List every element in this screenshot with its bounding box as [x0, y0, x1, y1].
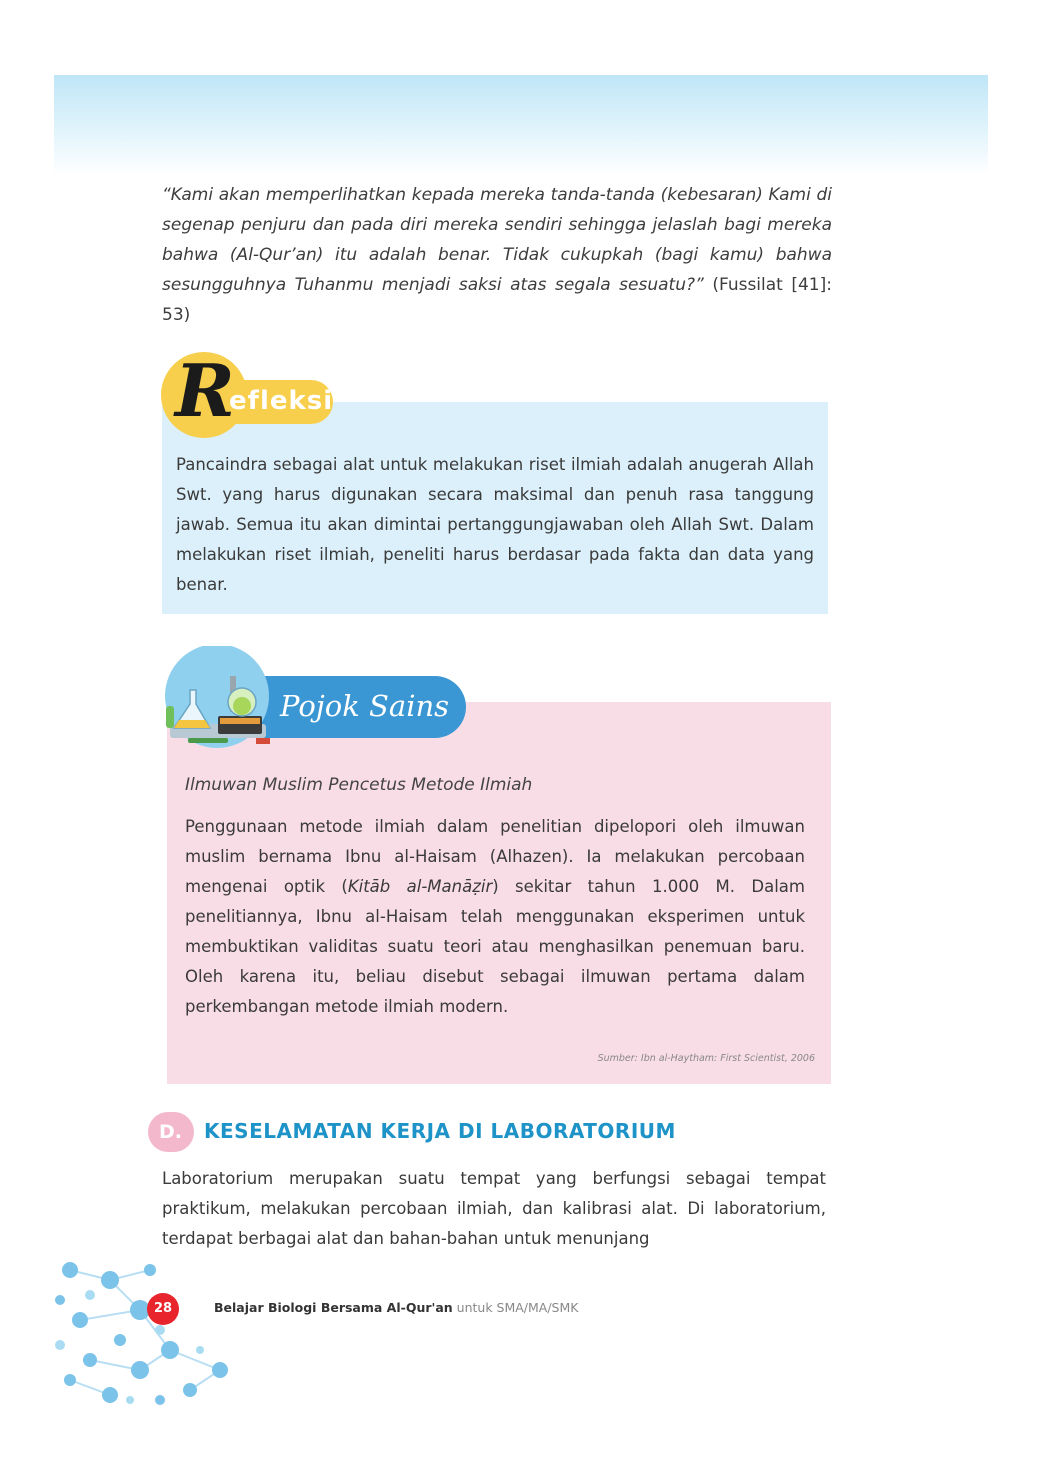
header-gradient-band — [54, 75, 988, 175]
pojok-sains-text: Penggunaan metode ilmiah dalam penelitian dipelopori oleh ilmuwan muslim bernama Ibnu al-Haisam (Alhazen). Ia melakukan percobaan mengenai optik (Kitāb al-Manāẓir) sekitar tahun 1.000 M. Dalam penelitiannya, Ibnu al-Haisam telah menggunakan eksperimen untuk membuktikan validitas suatu teori atau menghasilkan penemuan baru. Oleh karena itu, beliau disebut sebagai ilmuwan pertama dalam perkembangan metode ilmiah modern. — [185, 817, 805, 1016]
pojok-sains-subtitle: Ilmuwan Muslim Pencetus Metode Ilmiah — [185, 775, 533, 795]
quote-reference: (Fussilat [41]: 53) — [162, 275, 832, 325]
page-number-badge: 28 — [147, 1293, 179, 1325]
section-title: KESELAMATAN KERJA DI LABORATORIUM — [204, 1119, 676, 1143]
pojok-sains-source: Sumber: Ibn al-Haytham: First Scientist, 2006 — [597, 1053, 815, 1064]
refleksi-label: efleksi — [229, 386, 334, 416]
footer-book-title: Belajar Biologi Bersama Al-Qur'an untuk SMA/MA/SMK — [214, 1300, 579, 1315]
lab-glassware-icon — [160, 646, 274, 754]
refleksi-badge — [161, 348, 334, 438]
quote-text: “Kami akan memperlihatkan kepada mereka tanda-tanda (kebesaran) Kami di segenap penjuru dan pada diri mereka sendiri sehingga jelaslah bagi mereka bahwa (Al-Qur’an) itu adalah benar. Tidak cukupkah (bagi kamu) bahwa sesungguhnya Tuhanmu menjadi saksi atas segala sesuatu?” — [162, 185, 832, 295]
section-body-text: Laboratorium merupakan suatu tempat yang berfungsi sebagai tempat praktikum, melakukan percobaan ilmiah, dan kalibrasi alat. Di laboratorium, terdapat berbagai alat dan bahan-bahan untuk menunjang — [162, 1169, 826, 1248]
pojok-sains-title: Pojok Sains — [280, 689, 450, 723]
quran-quote — [162, 180, 832, 330]
refleksi-text: Pancaindra sebagai alat untuk melakukan riset ilmiah adalah anugerah Allah Swt. yang harus digunakan secara maksimal dan penuh rasa tanggung jawab. Semua itu akan dimintai pertanggungjawaban oleh Allah Swt. Dalam melakukan riset ilmiah, peneliti harus berdasar pada fakta dan data yang benar. — [176, 455, 814, 594]
section-letter: D. — [159, 1121, 182, 1143]
refleksi-initial: R — [175, 348, 235, 433]
molecule-decoration-icon — [50, 1250, 250, 1410]
